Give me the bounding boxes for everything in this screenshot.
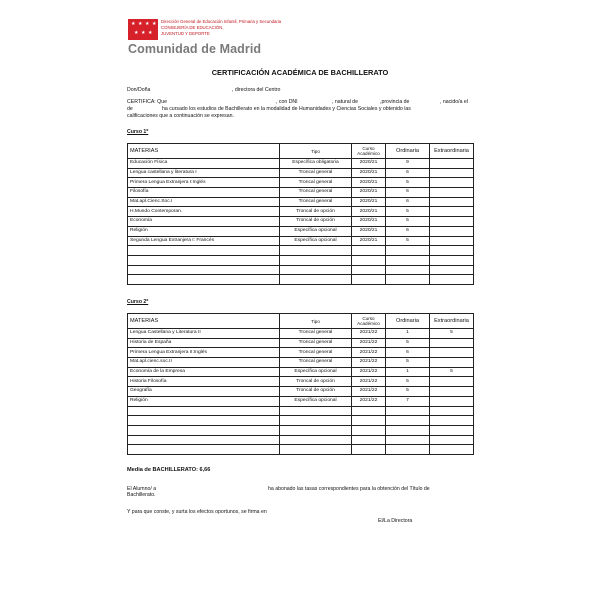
cell-materia — [128, 435, 280, 445]
col-tipo: Tipo — [280, 144, 352, 159]
cell-tipo — [280, 416, 352, 426]
cell-curso: 2021/22 — [352, 367, 386, 377]
cell-materia — [128, 425, 280, 435]
cell-materia: Historia Filosofía — [128, 377, 280, 387]
cell-curso — [352, 246, 386, 256]
cell-ordinaria: 5 — [386, 178, 430, 188]
cell-extraordinaria — [430, 159, 474, 169]
cell-ordinaria: 5 — [386, 338, 430, 348]
cell-ordinaria: 5 — [386, 358, 430, 368]
table-row — [128, 168, 474, 178]
cell-curso: 2021/22 — [352, 348, 386, 358]
cell-tipo: Troncal general — [280, 197, 352, 207]
cell-tipo — [280, 445, 352, 455]
cell-tipo: Específica opcional — [280, 236, 352, 246]
cell-ordinaria: 9 — [386, 159, 430, 169]
table-header-row — [128, 144, 474, 159]
cell-ordinaria — [386, 425, 430, 435]
cell-tipo — [280, 406, 352, 416]
cell-ordinaria — [386, 255, 430, 265]
cell-ordinaria: 5 — [386, 387, 430, 397]
cell-materia — [128, 255, 280, 265]
cell-materia — [128, 275, 280, 285]
table-row — [128, 358, 474, 368]
cell-extraordinaria — [430, 255, 474, 265]
cell-materia — [128, 416, 280, 426]
cell-materia — [128, 445, 280, 455]
table-row — [128, 159, 474, 169]
col-curso: Curso Académico — [352, 144, 386, 159]
cell-extraordinaria — [430, 445, 474, 455]
cell-materia: Economía — [128, 217, 280, 227]
cell-extraordinaria — [430, 178, 474, 188]
cell-materia — [128, 246, 280, 256]
table-row — [128, 178, 474, 188]
cell-ordinaria: 5 — [386, 217, 430, 227]
table-row — [128, 445, 474, 455]
cell-ordinaria: 6 — [386, 188, 430, 198]
cell-materia: Mat.apl.Cienc.Soc.I — [128, 197, 280, 207]
cell-curso: 2021/22 — [352, 396, 386, 406]
curso2-table — [127, 313, 474, 455]
cell-materia: Historia de España — [128, 338, 280, 348]
cell-curso — [352, 435, 386, 445]
cell-curso: 2020/21 — [352, 236, 386, 246]
table-row — [128, 367, 474, 377]
intro-natural: , natural de — [332, 99, 358, 105]
table-row — [128, 416, 474, 426]
table-row — [128, 435, 474, 445]
cell-materia: Religión — [128, 226, 280, 236]
cell-extraordinaria — [430, 207, 474, 217]
table-row — [128, 226, 474, 236]
cell-ordinaria: 6 — [386, 168, 430, 178]
cell-curso — [352, 406, 386, 416]
cell-extraordinaria — [430, 406, 474, 416]
cell-materia: Segunda Lengua Extranjera I: Francés — [128, 236, 280, 246]
cell-tipo: Troncal general — [280, 358, 352, 368]
intro-don-dona: Don/Doña — [127, 87, 151, 93]
cell-tipo: Troncal general — [280, 178, 352, 188]
cell-curso: 2020/21 — [352, 226, 386, 236]
table-row — [128, 255, 474, 265]
col-curso: Curso Académico — [352, 314, 386, 329]
cell-tipo — [280, 275, 352, 285]
table-row — [128, 197, 474, 207]
cell-tipo: Troncal de opción — [280, 377, 352, 387]
cell-extraordinaria — [430, 377, 474, 387]
cell-curso: 2021/22 — [352, 358, 386, 368]
cell-materia: Lengua Castellana y Literatura II — [128, 329, 280, 339]
cell-curso: 2020/21 — [352, 188, 386, 198]
cell-tipo — [280, 425, 352, 435]
cell-extraordinaria — [430, 197, 474, 207]
curso1-label: Curso 1º — [127, 129, 149, 135]
table-row — [128, 275, 474, 285]
cell-curso: 2020/21 — [352, 197, 386, 207]
cell-materia — [128, 265, 280, 275]
cell-ordinaria: 6 — [386, 197, 430, 207]
intro-certifica: CERTIFICA: Que — [127, 99, 167, 105]
footer-tasas: ha abonado las tasas correspondientes para la obtención del Título de — [268, 486, 430, 492]
cell-curso — [352, 255, 386, 265]
table-row — [128, 217, 474, 227]
footer-bachillerato: Bachillerato. — [127, 492, 156, 498]
cell-tipo: Troncal general — [280, 348, 352, 358]
cell-extraordinaria — [430, 358, 474, 368]
cell-extraordinaria: 5 — [430, 329, 474, 339]
cell-curso — [352, 425, 386, 435]
cell-ordinaria: 1 — [386, 329, 430, 339]
cell-curso: 2021/22 — [352, 329, 386, 339]
table-row — [128, 236, 474, 246]
cell-extraordinaria — [430, 236, 474, 246]
cell-tipo: Troncal general — [280, 168, 352, 178]
cell-ordinaria — [386, 416, 430, 426]
cell-extraordinaria — [430, 188, 474, 198]
col-extraordinaria: Extraordinaria — [430, 144, 474, 159]
cell-curso: 2020/21 — [352, 178, 386, 188]
cell-curso: 2020/21 — [352, 207, 386, 217]
cell-ordinaria: 6 — [386, 226, 430, 236]
table-row — [128, 387, 474, 397]
footer-alumno: El Alumno/ a — [127, 486, 157, 492]
cell-tipo: Troncal de opción — [280, 207, 352, 217]
col-ordinaria: Ordinaria — [386, 314, 430, 329]
cell-tipo: Específica opcional — [280, 226, 352, 236]
intro-de: de — [127, 106, 133, 112]
table-row — [128, 348, 474, 358]
cell-ordinaria: 7 — [386, 396, 430, 406]
cell-curso — [352, 265, 386, 275]
cell-extraordinaria — [430, 396, 474, 406]
cell-materia: Geografía — [128, 387, 280, 397]
cell-curso: 2020/21 — [352, 159, 386, 169]
media-bachillerato: Media de BACHILLERATO: 6,66 — [127, 467, 211, 473]
intro-dni: , con DNI — [276, 99, 298, 105]
cell-extraordinaria — [430, 425, 474, 435]
table-row — [128, 265, 474, 275]
cell-tipo — [280, 435, 352, 445]
cell-materia: Educación Física — [128, 159, 280, 169]
cell-curso: 2020/21 — [352, 168, 386, 178]
col-materias: MATERIAS — [128, 144, 280, 159]
table-row — [128, 246, 474, 256]
cell-tipo — [280, 265, 352, 275]
header-org-line-2: CONSEJERÍA DE EDUCACIÓN, — [161, 25, 224, 30]
cell-ordinaria — [386, 275, 430, 285]
cell-extraordinaria — [430, 348, 474, 358]
cell-materia: Mat.apl.cienc.soc.II — [128, 358, 280, 368]
curso2-label: Curso 2º — [127, 299, 149, 305]
cell-curso: 2020/21 — [352, 217, 386, 227]
curso1-table — [127, 143, 474, 285]
header-org-line-3: JUVENTUD Y DEPORTE — [161, 31, 210, 36]
cell-ordinaria — [386, 265, 430, 275]
cell-tipo: Troncal general — [280, 188, 352, 198]
cell-curso — [352, 416, 386, 426]
table-header-row — [128, 314, 474, 329]
brand-name: Comunidad de Madrid — [128, 42, 262, 56]
cell-extraordinaria — [430, 217, 474, 227]
madrid-flag-logo: ★ ★ ★ ★ ★ ★ ★ — [128, 19, 158, 40]
cell-ordinaria — [386, 406, 430, 416]
table-row — [128, 188, 474, 198]
cell-materia: Religión — [128, 396, 280, 406]
intro-provincia: ,provincia de — [380, 99, 410, 105]
cell-ordinaria — [386, 435, 430, 445]
table-row — [128, 406, 474, 416]
cell-materia: Primera Lengua Extranjera II:Inglés — [128, 348, 280, 358]
cell-extraordinaria: 5 — [430, 367, 474, 377]
table-row — [128, 329, 474, 339]
cell-tipo: Específica opcional — [280, 367, 352, 377]
table-row — [128, 207, 474, 217]
cell-tipo — [280, 255, 352, 265]
cell-materia: H.Mundo Contemporan. — [128, 207, 280, 217]
intro-estudios: ha cursado los estudios de Bachillerato en la modalidad de Humanidades y Ciencias Sociales y obtenido las — [162, 106, 411, 112]
cell-materia — [128, 406, 280, 416]
cell-tipo: Troncal general — [280, 338, 352, 348]
header-org-line-1: Dirección General de Educación Infantil, Primaria y Secundaria — [161, 19, 282, 24]
cell-ordinaria: 5 — [386, 377, 430, 387]
cell-tipo: Específica obligatoria — [280, 159, 352, 169]
cell-tipo — [280, 246, 352, 256]
cell-extraordinaria — [430, 435, 474, 445]
cell-materia: Primera Lengua Extranjera I:Inglés — [128, 178, 280, 188]
col-tipo: Tipo — [280, 314, 352, 329]
cell-tipo: Troncal de opción — [280, 387, 352, 397]
cell-extraordinaria — [430, 387, 474, 397]
document-title: CERTIFICACIÓN ACADÉMICA DE BACHILLERATO — [211, 68, 389, 77]
cell-extraordinaria — [430, 265, 474, 275]
cell-curso: 2021/22 — [352, 377, 386, 387]
cell-tipo: Troncal general — [280, 329, 352, 339]
col-extraordinaria: Extraordinaria — [430, 314, 474, 329]
intro-calificaciones: calificaciones que a continuación se expresan. — [127, 113, 234, 119]
cell-ordinaria — [386, 445, 430, 455]
cell-curso: 2021/22 — [352, 387, 386, 397]
col-ordinaria: Ordinaria — [386, 144, 430, 159]
cell-tipo: Troncal de opción — [280, 217, 352, 227]
cell-extraordinaria — [430, 168, 474, 178]
cell-materia: Filosofía — [128, 188, 280, 198]
cell-tipo: Específica opcional — [280, 396, 352, 406]
cell-curso: 2021/22 — [352, 338, 386, 348]
cell-ordinaria — [386, 246, 430, 256]
signature-label: El/La Directora — [378, 518, 413, 524]
cell-materia: Lengua castellana y literatura I — [128, 168, 280, 178]
table-row — [128, 338, 474, 348]
cell-ordinaria: 1 — [386, 367, 430, 377]
table-row — [128, 425, 474, 435]
intro-nacido: , nacido/a el — [440, 99, 468, 105]
cell-extraordinaria — [430, 338, 474, 348]
table-row — [128, 377, 474, 387]
cell-curso — [352, 445, 386, 455]
cell-extraordinaria — [430, 226, 474, 236]
cell-ordinaria: 6 — [386, 348, 430, 358]
intro-directora: , directora del Centro — [232, 87, 281, 93]
cell-curso — [352, 275, 386, 285]
col-materias: MATERIAS — [128, 314, 280, 329]
table-row — [128, 396, 474, 406]
footer-conste: Y para que conste, y surta los efectos oportunos, se firma en — [127, 509, 267, 515]
cell-ordinaria: 5 — [386, 207, 430, 217]
cell-materia: Economía de la Empresa — [128, 367, 280, 377]
cell-extraordinaria — [430, 275, 474, 285]
cell-extraordinaria — [430, 416, 474, 426]
cell-ordinaria: 5 — [386, 236, 430, 246]
cell-extraordinaria — [430, 246, 474, 256]
